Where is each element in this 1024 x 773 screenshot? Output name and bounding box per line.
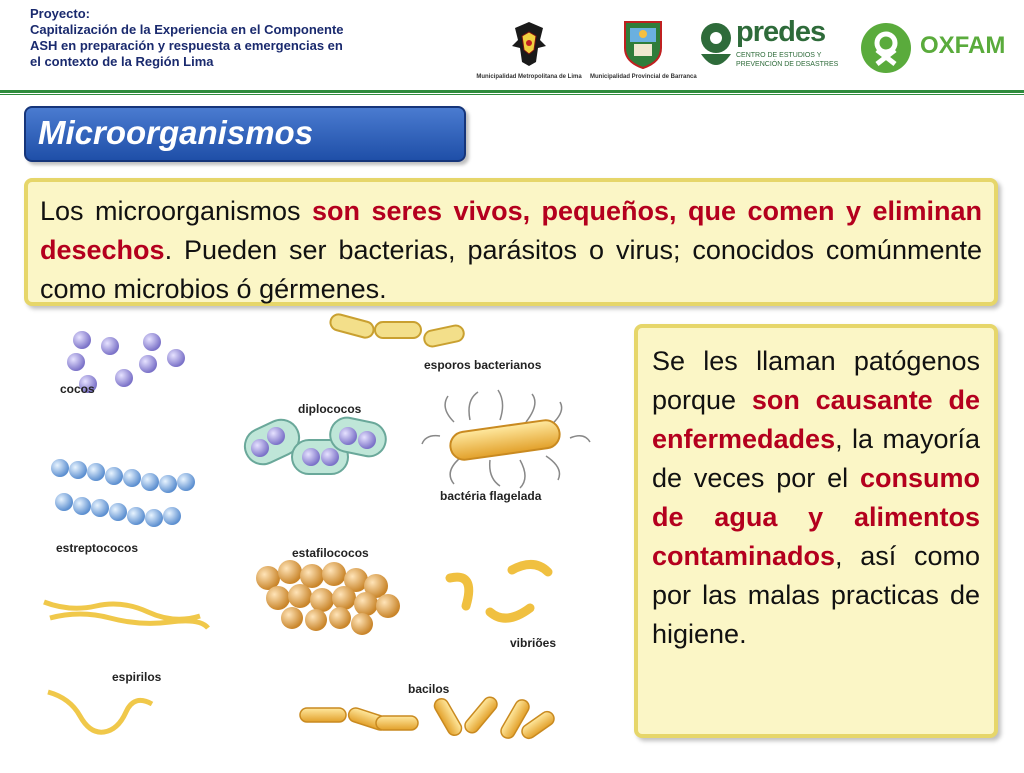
vibriones-drawing [450, 564, 548, 618]
estafilococos-drawing [256, 560, 400, 635]
label-flagelada: bactéria flagelada [440, 489, 542, 503]
project-label: Proyecto: [30, 6, 90, 21]
espirilos-drawing [44, 602, 208, 732]
intro-text-2: . Pueden ser bacterias, parásitos o virus; conocidos comúnmente como microbios ó gérmenes. [40, 235, 982, 304]
diplococos-drawing [239, 414, 389, 474]
lima-caption: Municipalidad Metropolitana de Lima [476, 74, 582, 80]
intro-text-1: Los microorganismos [40, 196, 313, 226]
slide-title: Microorganismos [38, 114, 314, 151]
estreptococos-drawing [51, 459, 195, 527]
partner-logos [470, 18, 1015, 80]
side-text-2: , la mayoría de veces por el [652, 424, 980, 493]
side-highlight-2: consumo de agua y alimentos contaminados [652, 463, 980, 571]
project-line-2: ASH en preparación y respuesta a emergencias en [30, 38, 343, 53]
flagelada-drawing [422, 390, 590, 488]
predes-subtitle [736, 51, 838, 69]
header-divider [0, 90, 1024, 93]
header-divider-thin [0, 94, 1024, 95]
intro-highlight: son seres vivos, pequeños, que comen y eliminan desechos [40, 196, 983, 265]
predes-logo-icon [696, 20, 736, 76]
label-estafilococos: estafilococos [292, 546, 369, 560]
slide-title-bar [24, 106, 466, 162]
barranca-shield-icon [590, 18, 696, 70]
label-esporos: esporos bacterianos [424, 358, 542, 372]
oxfam-name: OXFAM [920, 32, 1006, 59]
project-line-1: Capitalización de la Experiencia en el Componente [30, 22, 344, 37]
bacilos-drawing [300, 694, 557, 741]
label-cocos: cocos [60, 382, 95, 396]
barranca-caption: Municipalidad Provincial de Barranca [590, 74, 697, 80]
logo-predes [696, 18, 856, 80]
lima-coat-of-arms-icon [470, 18, 588, 70]
microorganism-drawings [30, 312, 630, 768]
side-text-1: Se les llaman patógenos porque [652, 346, 980, 415]
logo-lima [470, 18, 588, 80]
logo-barranca [590, 18, 696, 80]
predes-subtitle-2: PREVENCIÓN DE DESASTRES [736, 61, 839, 68]
logo-oxfam [860, 18, 1015, 80]
side-highlight-1: son causante de enfermedades [652, 385, 980, 454]
project-line-3: el contexto de la Región Lima [30, 54, 214, 69]
project-header [30, 6, 450, 70]
label-bacilos: bacilos [408, 682, 450, 696]
pathogen-text-box [634, 324, 998, 738]
microorganism-illustration [30, 312, 630, 768]
side-text-3: , así como por las malas practicas de higiene. [652, 541, 980, 649]
esporos-drawing [329, 313, 466, 348]
predes-name: predes [736, 16, 826, 48]
label-espirilos: espirilos [112, 670, 162, 684]
label-estreptococos: estreptococos [56, 541, 139, 555]
predes-subtitle-1: CENTRO DE ESTUDIOS Y [736, 52, 822, 59]
oxfam-logo-icon [860, 22, 912, 74]
label-diplococos: diplococos [298, 402, 362, 416]
intro-text-box [24, 178, 998, 306]
label-vibrioes: vibriões [510, 636, 557, 650]
